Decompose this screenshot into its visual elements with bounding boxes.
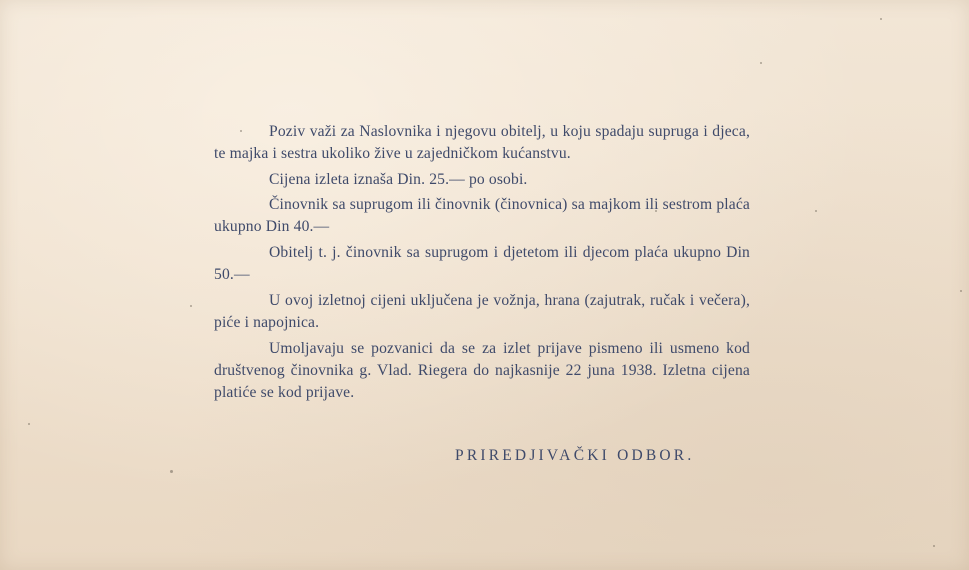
paragraph-registration: Umoljavaju se pozvanici da se za izlet prijave pismeno ili usmeno kod društvenog činovnika g. Vlad. Riegera do najkasnije 22 juna 1938. Izletna cijena platiće se kod prijave. xyxy=(214,340,750,401)
paragraph-trip-price: Cijena izleta iznaša Din. 25.— po osobi. xyxy=(269,171,528,188)
paper-speck xyxy=(28,423,30,425)
conditions-text xyxy=(214,121,750,408)
paragraph-invitation-validity: Poziv važi za Naslovnika i njegovu obitelj, u koju spadaju supruga i djeca, te majka i sestra ukoliko žive u zajedničkom kućanstvu. xyxy=(214,123,750,162)
paragraph-price-includes: U ovoj izletnoj cijeni uključena je vožnja, hrana (zajutrak, ručak i večera), piće i napojnica. xyxy=(214,292,750,331)
paper-speck xyxy=(933,545,935,547)
paper-speck xyxy=(815,210,817,212)
paragraph-family-price: Obitelj t. j. činovnik sa suprugom i djetetom ili djecom plaća ukupno Din 50.— xyxy=(214,244,750,283)
organizing-committee-signature: PRIREDJIVAČKI ODBOR. xyxy=(455,447,695,464)
paper-speck xyxy=(170,470,173,473)
paper-speck xyxy=(880,18,882,20)
paper-speck xyxy=(760,62,762,64)
paper-speck xyxy=(960,290,962,292)
paragraph-official-with-relative-price: Činovnik sa suprugom ili činovnik (činovnica) sa majkom ili sestrom plaća ukupno Din 40.— xyxy=(214,196,750,235)
paper-speck xyxy=(190,305,192,307)
